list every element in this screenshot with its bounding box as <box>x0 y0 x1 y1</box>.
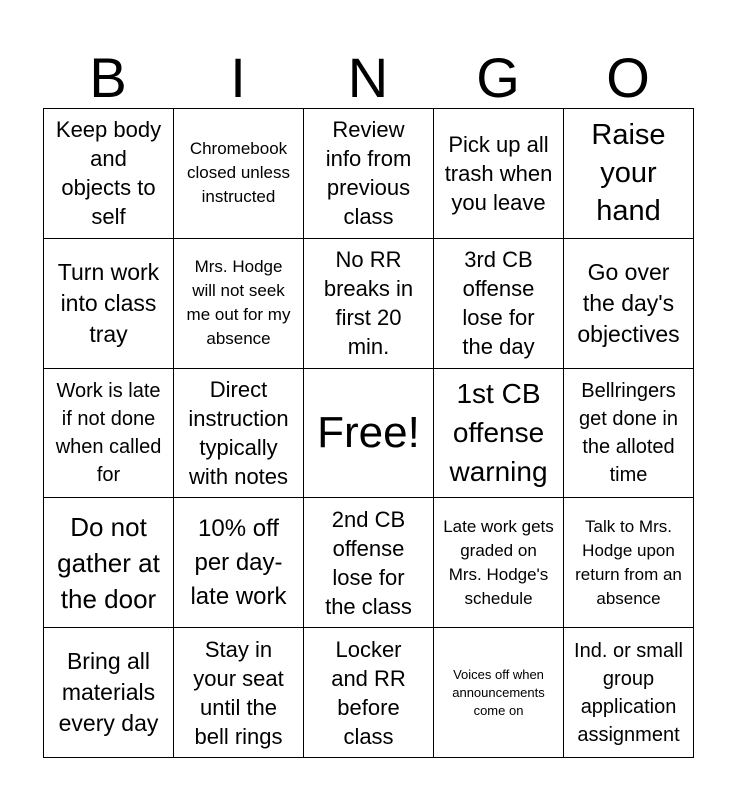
free-space[interactable] <box>304 369 434 499</box>
bingo-cell[interactable] <box>174 498 304 628</box>
bingo-cell[interactable] <box>174 109 304 239</box>
bingo-cell[interactable] <box>564 239 694 369</box>
cell-text: 1st CB offense warning <box>449 378 548 488</box>
bingo-cell[interactable] <box>304 628 434 758</box>
bingo-cell[interactable] <box>44 498 174 628</box>
cell-text: Late work gets graded on Mrs. Hodge's schedule <box>443 516 554 608</box>
cell-text: Keep body and objects to self <box>55 117 162 230</box>
bingo-cell[interactable] <box>304 109 434 239</box>
cell-text: Ind. or small group application assignment <box>574 639 683 746</box>
cell-text: Chromebook closed unless instructed <box>186 139 290 207</box>
cell-text: Bring all materials every day <box>58 648 159 737</box>
cell-text: Stay in your seat until the bell rings <box>193 636 284 749</box>
bingo-cell[interactable] <box>434 369 564 499</box>
cell-text: Direct instruction typically with notes <box>188 376 289 489</box>
bingo-cell[interactable] <box>44 369 174 499</box>
bingo-cell[interactable] <box>304 498 434 628</box>
header-letter-i: I <box>230 46 246 109</box>
bingo-header <box>43 40 693 108</box>
cell-text: Turn work into class tray <box>57 258 160 347</box>
cell-text: 3rd CB offense lose for the day <box>462 247 535 360</box>
cell-text: Work is late if not done when called for <box>55 379 162 486</box>
bingo-cell[interactable] <box>174 628 304 758</box>
bingo-cell[interactable] <box>174 239 304 369</box>
bingo-cell[interactable] <box>44 628 174 758</box>
header-letter-g: G <box>476 46 520 109</box>
cell-text: Go over the day's objectives <box>577 258 680 347</box>
cell-text: Free! <box>317 407 420 457</box>
cell-text: 10% off per day- late work <box>190 514 287 610</box>
cell-text: Pick up all trash when you leave <box>444 131 553 215</box>
header-letter-n: N <box>347 46 389 109</box>
cell-text: Mrs. Hodge will not seek me out for my absence <box>186 257 291 349</box>
cell-text: Locker and RR before class <box>331 636 406 749</box>
header-letter-o: O <box>606 46 650 109</box>
cell-text: Raise your hand <box>591 119 666 228</box>
bingo-board <box>43 108 694 758</box>
bingo-cell[interactable] <box>434 109 564 239</box>
cell-text: Review info from previous class <box>325 117 412 230</box>
cell-text: Talk to Mrs. Hodge upon return from an absence <box>575 516 682 608</box>
cell-text: 2nd CB offense lose for the class <box>325 506 412 619</box>
bingo-cell[interactable] <box>434 628 564 758</box>
bingo-cell[interactable] <box>174 369 304 499</box>
bingo-cell[interactable] <box>44 109 174 239</box>
bingo-cell[interactable] <box>434 498 564 628</box>
cell-text: Bellringers get done in the alloted time <box>579 379 678 486</box>
bingo-cell[interactable] <box>564 628 694 758</box>
bingo-cell[interactable] <box>304 239 434 369</box>
cell-text: Do not gather at the door <box>57 511 160 614</box>
bingo-cell[interactable] <box>434 239 564 369</box>
bingo-cell[interactable] <box>564 369 694 499</box>
bingo-cell[interactable] <box>564 498 694 628</box>
cell-text: No RR breaks in first 20 min. <box>323 247 414 360</box>
cell-text: Voices off when announcements come on <box>452 666 545 718</box>
header-letter-b: B <box>89 46 127 109</box>
bingo-cell[interactable] <box>564 109 694 239</box>
bingo-cell[interactable] <box>44 239 174 369</box>
